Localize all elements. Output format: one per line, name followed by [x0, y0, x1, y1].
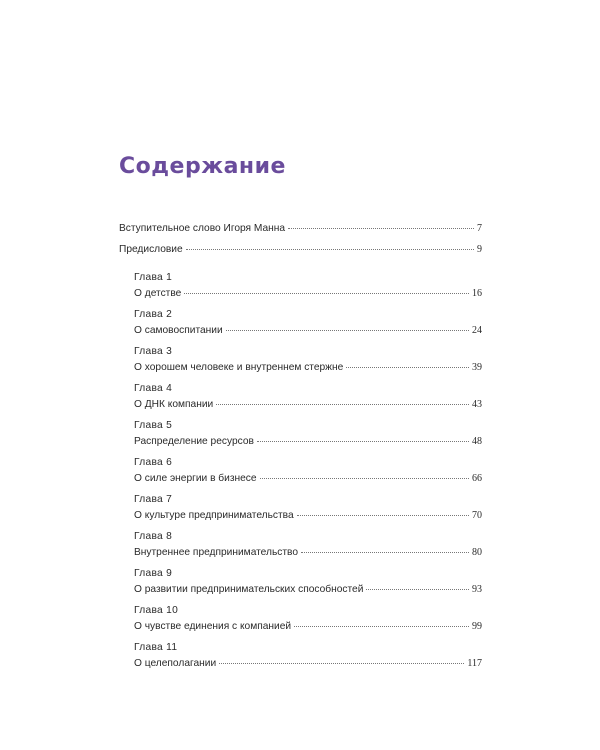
toc-page-number: 117 [467, 658, 482, 669]
toc-entry-chapter-2 [134, 324, 482, 337]
toc-page-number: 9 [477, 244, 482, 255]
toc-entry-chapter-11 [134, 657, 482, 670]
chapter-heading: Глава 8 [134, 531, 173, 542]
chapter-heading: Глава 3 [134, 346, 173, 357]
chapter-heading: Глава 5 [134, 420, 173, 431]
chapter-heading: Глава 1 [134, 272, 173, 283]
dot-leader [366, 589, 469, 590]
dot-leader [288, 228, 474, 229]
toc-entry-label: О целеполагании [134, 658, 217, 669]
chapter-heading: Глава 10 [134, 605, 179, 616]
toc-entry-label: О детстве [134, 288, 182, 299]
toc-entry-label: Внутреннее предпринимательство [134, 547, 298, 558]
toc-page-number: 66 [472, 473, 482, 484]
toc-entry-chapter-9 [134, 583, 482, 596]
dot-leader [226, 330, 469, 331]
toc-entry-chapter-6 [134, 472, 482, 485]
toc-page-number: 39 [472, 362, 482, 373]
chapter-heading: Глава 4 [134, 383, 173, 394]
toc-page-number: 99 [472, 621, 482, 632]
toc-page-number: 24 [472, 325, 482, 336]
chapter-heading: Глава 7 [134, 494, 173, 505]
toc-entry-preface [119, 243, 482, 256]
dot-leader [186, 249, 474, 250]
toc-entry-label: Вступительное слово Игоря Манна [119, 223, 286, 234]
toc-entry-label: О чувстве единения с компанией [134, 621, 292, 632]
dot-leader [257, 441, 469, 442]
dot-leader [294, 626, 469, 627]
chapter-heading: Глава 2 [134, 309, 173, 320]
toc-page-number: 48 [472, 436, 482, 447]
toc-page-number: 43 [472, 399, 482, 410]
toc-entry-label: О самовоспитании [134, 325, 223, 336]
toc-entry-label: О силе энергии в бизнесе [134, 473, 257, 484]
dot-leader [301, 552, 469, 553]
dot-leader [216, 404, 469, 405]
toc-entry-chapter-7 [134, 509, 482, 522]
page-title: Содержание [119, 154, 286, 179]
toc-entry-label: О ДНК компании [134, 399, 214, 410]
dot-leader [346, 367, 469, 368]
toc-entry-label: О развитии предпринимательских способностей [134, 584, 364, 595]
chapter-heading: Глава 6 [134, 457, 173, 468]
toc-entry-chapter-3 [134, 361, 482, 374]
dot-leader [184, 293, 469, 294]
toc-entry-chapter-4 [134, 398, 482, 411]
toc-entry-foreword-by-igor-mann [119, 222, 482, 235]
toc-entry-chapter-10 [134, 620, 482, 633]
toc-page-number: 70 [472, 510, 482, 521]
toc-entry-chapter-1 [134, 287, 482, 300]
toc-entry-label: Предисловие [119, 244, 183, 255]
toc-entry-label: Распределение ресурсов [134, 436, 254, 447]
toc-page-number: 80 [472, 547, 482, 558]
dot-leader [260, 478, 469, 479]
toc-page-number: 93 [472, 584, 482, 595]
toc-entry-label: О культуре предпринимательства [134, 510, 294, 521]
toc-page-number: 16 [472, 288, 482, 299]
dot-leader [219, 663, 464, 664]
chapter-heading: Глава 9 [134, 568, 173, 579]
toc-entry-chapter-8 [134, 546, 482, 559]
toc-page-number: 7 [477, 223, 482, 234]
toc-entry-label: О хорошем человеке и внутреннем стержне [134, 362, 344, 373]
chapter-heading: Глава 11 [134, 642, 178, 653]
dot-leader [297, 515, 469, 516]
toc-entry-chapter-5 [134, 435, 482, 448]
